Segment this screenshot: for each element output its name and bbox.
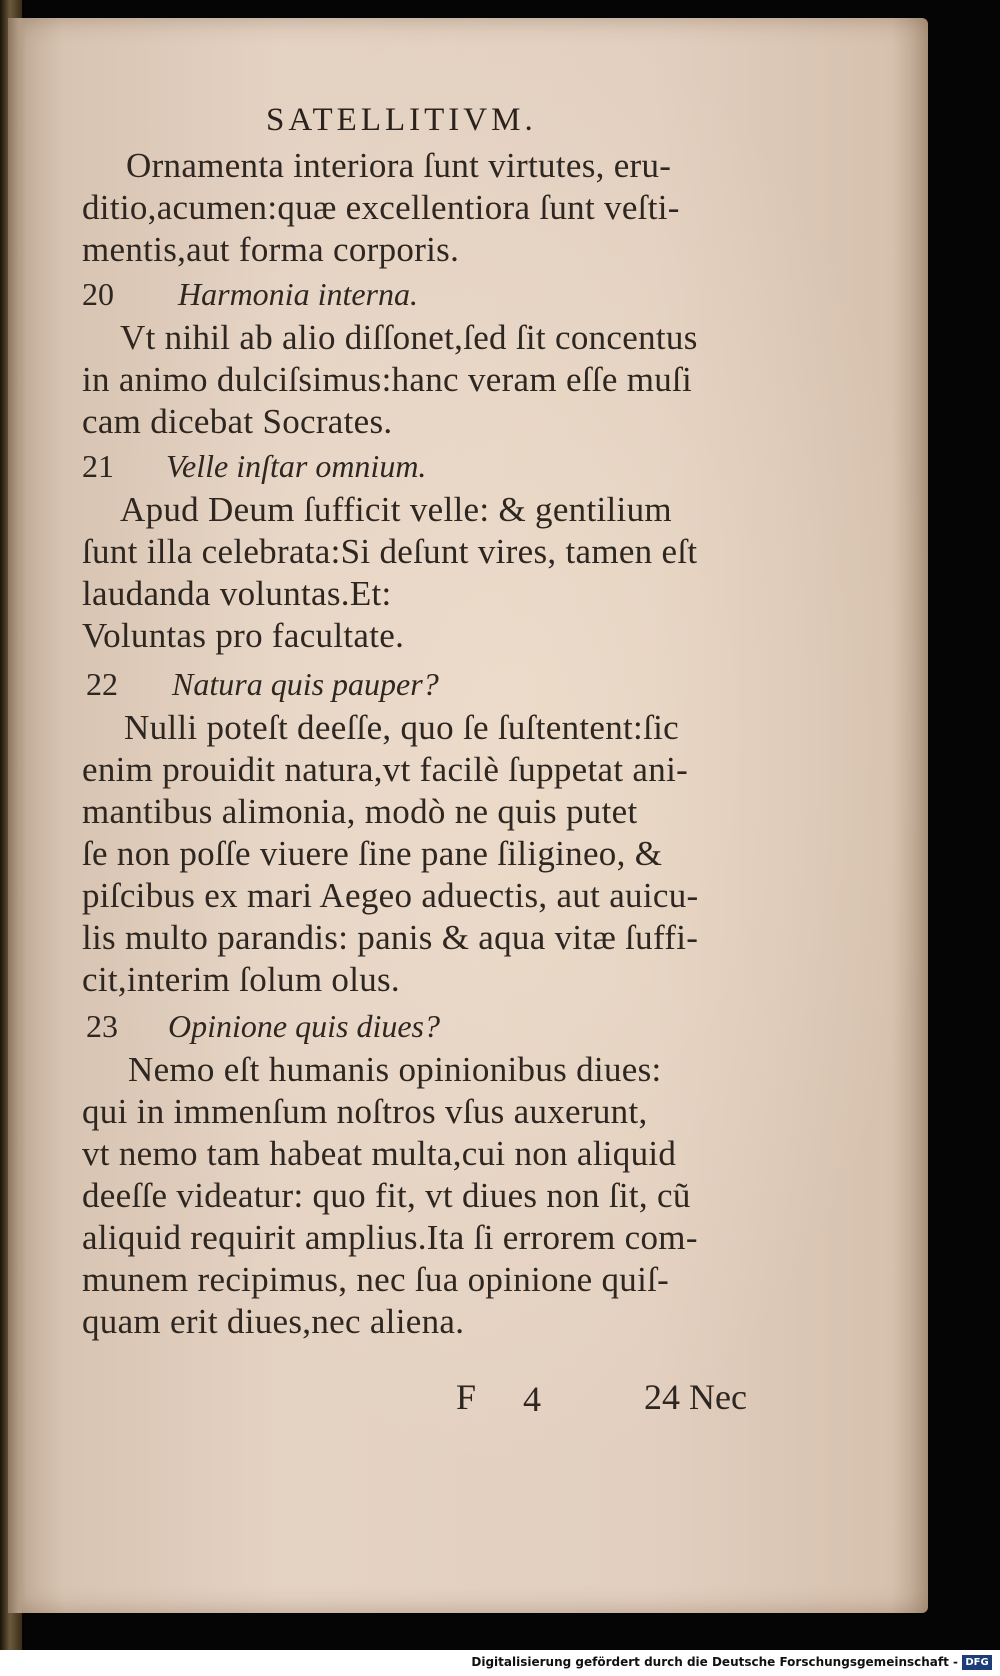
funding-credit: Digitalisierung gefördert durch die Deutsche Forschungsgemeinschaft - [471, 1655, 958, 1669]
section-rubric: Opinione quis diues? [168, 1008, 440, 1044]
text-line: in animo dulciſsimus:hanc veram eſſe muſi [82, 360, 693, 399]
text-line: munem recipimus, nec ſua opinione quiſ- [82, 1260, 670, 1299]
digitization-footer [0, 1650, 1000, 1676]
text-line: aliquid requirit amplius.Ita ſi errorem com- [82, 1218, 698, 1257]
section-rubric: Harmonia interna. [178, 276, 418, 312]
book-page [8, 18, 928, 1613]
page-shadow-edge [8, 18, 26, 1613]
text-line: ſe non poſſe viuere ſine pane ſiligineo, & [82, 834, 663, 873]
section-number: 21 [82, 448, 114, 484]
text-line: vt nemo tam habeat multa,cui non aliquid [82, 1134, 677, 1173]
text-line: Apud Deum ſufficit velle: & gentilium [120, 490, 672, 529]
text-line: cit,interim ſolum olus. [82, 960, 400, 999]
text-line: Vt nihil ab alio diſſonet,ſed ſit concentus [120, 318, 698, 357]
text-line: qui in immenſum noſtros vſus auxerunt, [82, 1092, 648, 1131]
section-number: 22 [86, 666, 118, 702]
folio-number: 4 [523, 1379, 541, 1419]
text-line: Voluntas pro facultate. [82, 616, 405, 655]
section-number: 23 [86, 1008, 118, 1044]
text-line: Ornamenta interiora ſunt virtutes, eru- [126, 146, 672, 185]
text-line: Nulli poteſt deeſſe, quo ſe ſuſtentent:ſic [124, 708, 679, 747]
text-line: lis multo parandis: panis & aqua vitæ ſuffi- [82, 918, 699, 957]
text-line: cam dicebat Socrates. [82, 402, 393, 441]
text-line: piſcibus ex mari Aegeo aduectis, aut auicu- [82, 876, 699, 915]
signature-mark: F [456, 1377, 477, 1417]
text-line: ſunt illa celebrata:Si deſunt vires, tamen eſt [82, 532, 698, 571]
text-line: enim prouidit natura,vt facilè ſuppetat ani- [82, 750, 689, 789]
text-line: laudanda voluntas.Et: [82, 574, 392, 613]
text-line: Nemo eſt humanis opinionibus diues: [128, 1050, 662, 1089]
text-line: ditio,acumen:quæ excellentiora ſunt veſti- [82, 188, 680, 227]
text-line: quam erit diues,nec aliena. [82, 1302, 465, 1341]
text-line: deeſſe videatur: quo fit, vt diues non ſit, cũ [82, 1176, 691, 1215]
text-line: mentis,aut forma corporis. [82, 230, 460, 269]
dfg-logo-icon: DFG [962, 1655, 992, 1670]
text-line: mantibus alimonia, modò ne quis putet [82, 792, 638, 831]
section-rubric: Natura quis pauper? [172, 666, 439, 702]
running-head: SATELLITIVM. [266, 102, 537, 138]
section-number: 20 [82, 276, 114, 312]
section-rubric: Velle inſtar omnium. [166, 448, 427, 484]
catchword: 24 Nec [644, 1377, 747, 1417]
